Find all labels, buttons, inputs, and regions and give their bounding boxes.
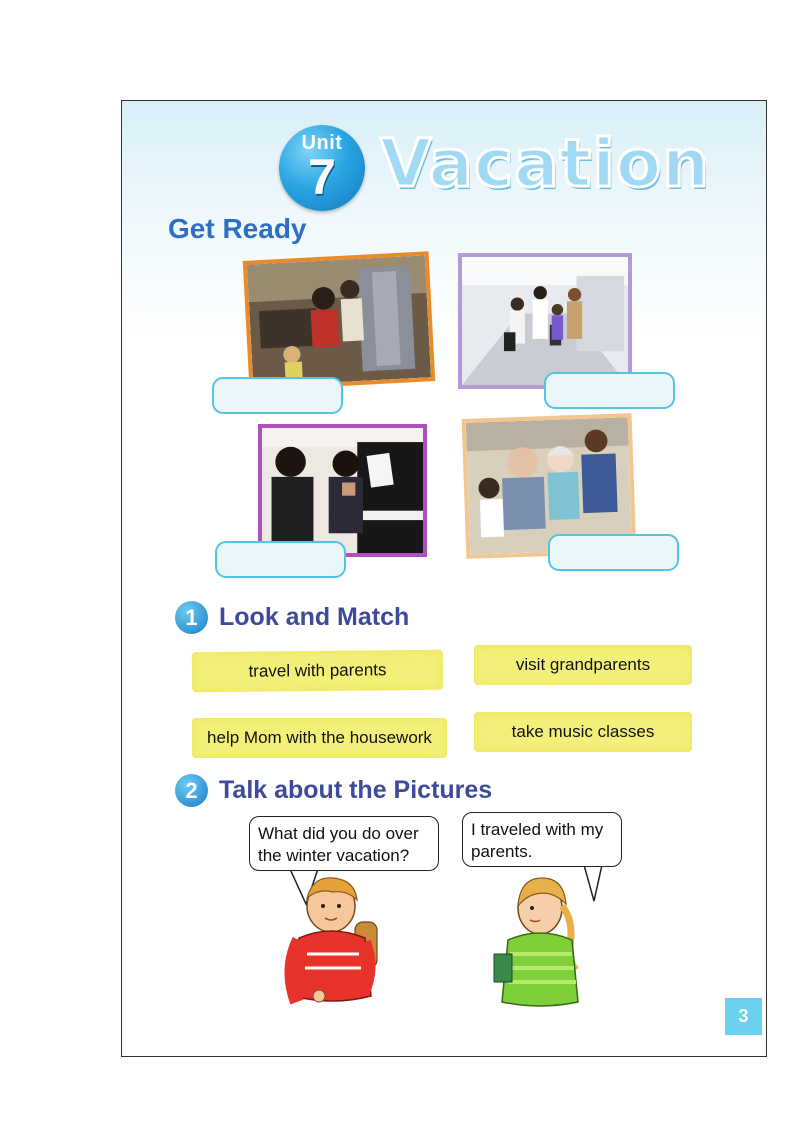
phrase-help-mom[interactable]: help Mom with the housework <box>192 718 447 758</box>
section-number-icon: 1 <box>175 601 208 634</box>
photo-music <box>258 424 427 557</box>
phrase-take-music-classes[interactable]: take music classes <box>474 712 692 752</box>
unit-title: Vacation <box>380 125 711 202</box>
photo-travel <box>458 253 632 389</box>
answer-box-1[interactable] <box>212 377 343 414</box>
textbook-page <box>121 100 767 1057</box>
boy-line-1: What did you do over <box>258 824 419 843</box>
photo-housework <box>243 251 436 391</box>
boy-line-2: the winter vacation? <box>258 846 410 865</box>
section-number-icon: 2 <box>175 774 208 807</box>
answer-box-2[interactable] <box>544 372 675 409</box>
section-title: Talk about the Pictures <box>219 776 493 804</box>
phrase-travel-with-parents[interactable]: travel with parents <box>192 650 443 693</box>
section-talk-about-pictures <box>175 774 492 807</box>
boy-illustration <box>279 876 389 1011</box>
phrase-visit-grandparents[interactable]: visit grandparents <box>474 645 692 685</box>
unit-word: Unit <box>301 132 343 154</box>
answer-box-3[interactable] <box>215 541 346 578</box>
section-title: Look and Match <box>219 603 410 631</box>
girl-line-1: I traveled with my <box>471 820 604 839</box>
page-number: 3 <box>725 998 762 1035</box>
boy-speech-bubble <box>249 816 439 871</box>
section-look-and-match <box>175 601 409 634</box>
girl-illustration <box>490 876 590 1011</box>
unit-badge-icon <box>279 125 365 211</box>
unit-number: 7 <box>308 149 336 205</box>
get-ready-heading: Get Ready <box>168 213 307 244</box>
girl-speech-bubble <box>462 812 622 867</box>
answer-box-4[interactable] <box>548 534 679 571</box>
girl-line-2: parents. <box>471 842 533 861</box>
